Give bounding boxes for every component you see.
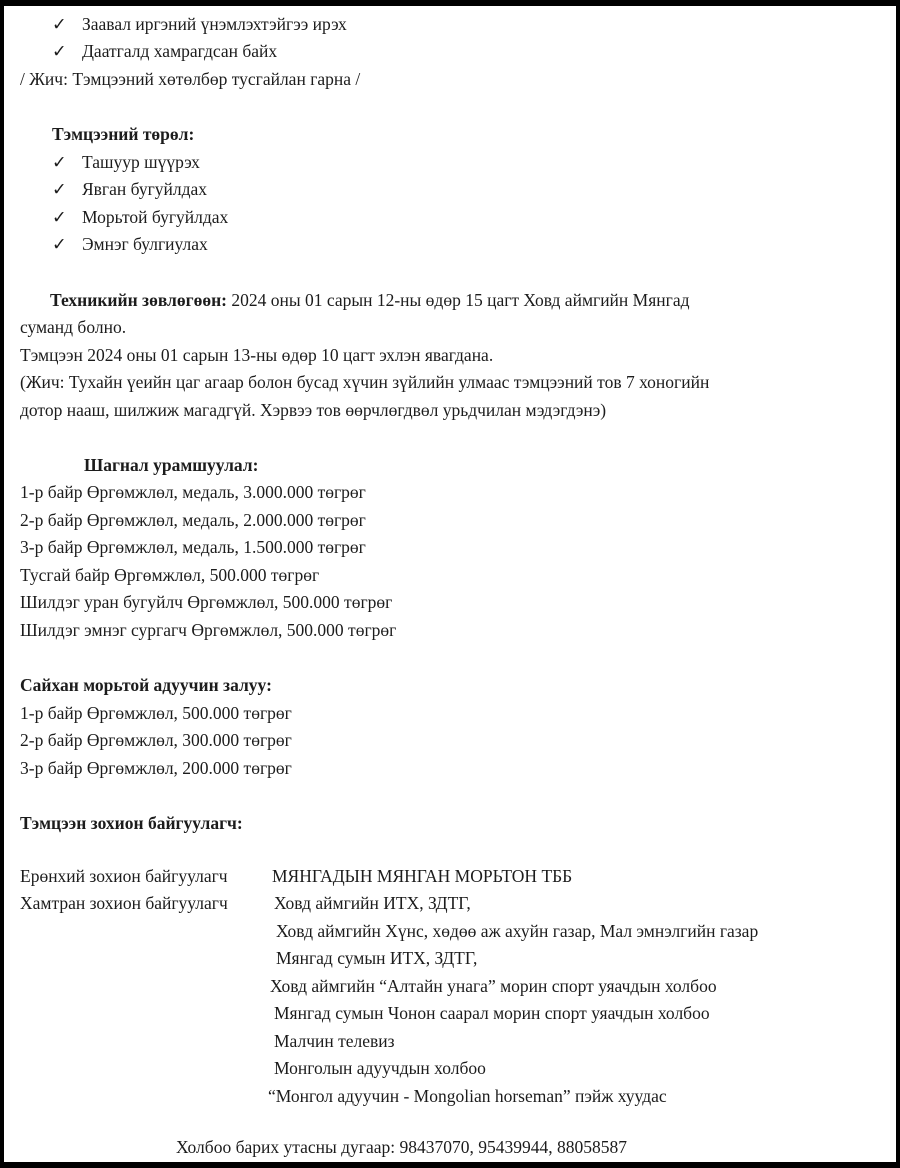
co-organizer-item: Монголын адуучдын холбоо (274, 1058, 486, 1078)
requirement-item: ✓ Даатгалд хамрагдсан байх (52, 41, 278, 61)
document-page (4, 6, 896, 1162)
check-icon: ✓ (52, 207, 67, 227)
check-icon: ✓ (52, 234, 67, 254)
tech-line-1: Техникийн зөвлөгөөн: 2024 оны 01 сарын 12-ны өдөр 15 цагт Ховд аймгийн Мянгад (50, 290, 690, 310)
check-icon: ✓ (52, 179, 67, 199)
tech-line-5: дотор нааш, шилжиж магадгүй. Хэрвээ тов өөрчлөгдвөл урьдчилан мэдэгдэнэ) (20, 400, 607, 420)
check-icon: ✓ (52, 152, 67, 172)
requirement-item: ✓ Заавал иргэний үнэмлэхтэйгээ ирэх (52, 14, 347, 34)
tech-label: Техникийн зөвлөгөөн: (50, 290, 227, 310)
award-item: 3-р байр Өргөмжлөл, медаль, 1.500.000 төгрөг (20, 537, 366, 557)
check-icon: ✓ (52, 41, 67, 61)
co-organizer-item: Ховд аймгийн Хүнс, хөдөө аж ахуйн газар, Мал эмнэлгийн газар (276, 921, 759, 941)
tech-line-4: (Жич: Тухайн үеийн цаг агаар болон бусад хүчин зүйлийн улмаас тэмцээний тов 7 хоногийн (20, 372, 710, 392)
type-item: ✓ Ташуур шүүрэх (52, 152, 200, 172)
co-organizer-item: “Монгол адуучин - Mongolian horseman” пэйж хуудас (268, 1086, 667, 1106)
requirements-note: / Жич: Тэмцээний хөтөлбөр тусгайлан гарна / (20, 69, 361, 89)
types-heading: Тэмцээний төрөл: (52, 124, 195, 144)
organizer-heading: Тэмцээн зохион байгуулагч: (20, 813, 243, 833)
tech-line-2: суманд болно. (20, 317, 127, 337)
general-organizer-label: Ерөнхий зохион байгуулагч (20, 866, 228, 886)
horseman-award-item: 2-р байр Өргөмжлөл, 300.000 төгрөг (20, 730, 292, 750)
co-organizer-item: Мянгад сумын ИТХ, ЗДТГ, (276, 948, 478, 968)
awards-heading: Шагнал урамшуулал: (84, 455, 259, 475)
award-item: Шилдэг уран бугуйлч Өргөмжлөл, 500.000 төгрөг (20, 592, 393, 612)
type-item: ✓ Морьтой бугуйлдах (52, 207, 229, 227)
contact-phones: Холбоо барих утасны дугаар: 98437070, 95439944, 88058587 (176, 1137, 627, 1157)
co-organizer-item: Мянгад сумын Чонон саарал морин спорт уяачдын холбоо (274, 1003, 710, 1023)
co-organizer-item: Ховд аймгийн “Алтайн унага” морин спорт уяачдын холбоо (270, 976, 717, 996)
type-item: ✓ Явган бугуйлдах (52, 179, 208, 199)
horseman-award-item: 3-р байр Өргөмжлөл, 200.000 төгрөг (20, 758, 292, 778)
award-item: Тусгай байр Өргөмжлөл, 500.000 төгрөг (20, 565, 320, 585)
general-organizer-value: МЯНГАДЫН МЯНГАН МОРЬТОН ТББ (272, 866, 573, 886)
award-item: 2-р байр Өргөмжлөл, медаль, 2.000.000 төгрөг (20, 510, 366, 530)
award-item: Шилдэг эмнэг сургагч Өргөмжлөл, 500.000 төгрөг (20, 620, 397, 640)
check-icon: ✓ (52, 14, 67, 34)
horseman-award-item: 1-р байр Өргөмжлөл, 500.000 төгрөг (20, 703, 292, 723)
award-item: 1-р байр Өргөмжлөл, медаль, 3.000.000 төгрөг (20, 482, 366, 502)
type-item: ✓ Эмнэг булгиулах (52, 234, 208, 254)
co-organizer-item: Ховд аймгийн ИТХ, ЗДТГ, (274, 893, 471, 913)
co-organizer-item: Малчин телевиз (274, 1031, 395, 1051)
co-organizer-label: Хамтран зохион байгуулагч (20, 893, 228, 913)
tech-line-3: Тэмцээн 2024 оны 01 сарын 13-ны өдөр 10 цагт эхлэн явагдана. (20, 345, 494, 365)
horseman-heading: Сайхан морьтой адуучин залуу: (20, 675, 272, 695)
